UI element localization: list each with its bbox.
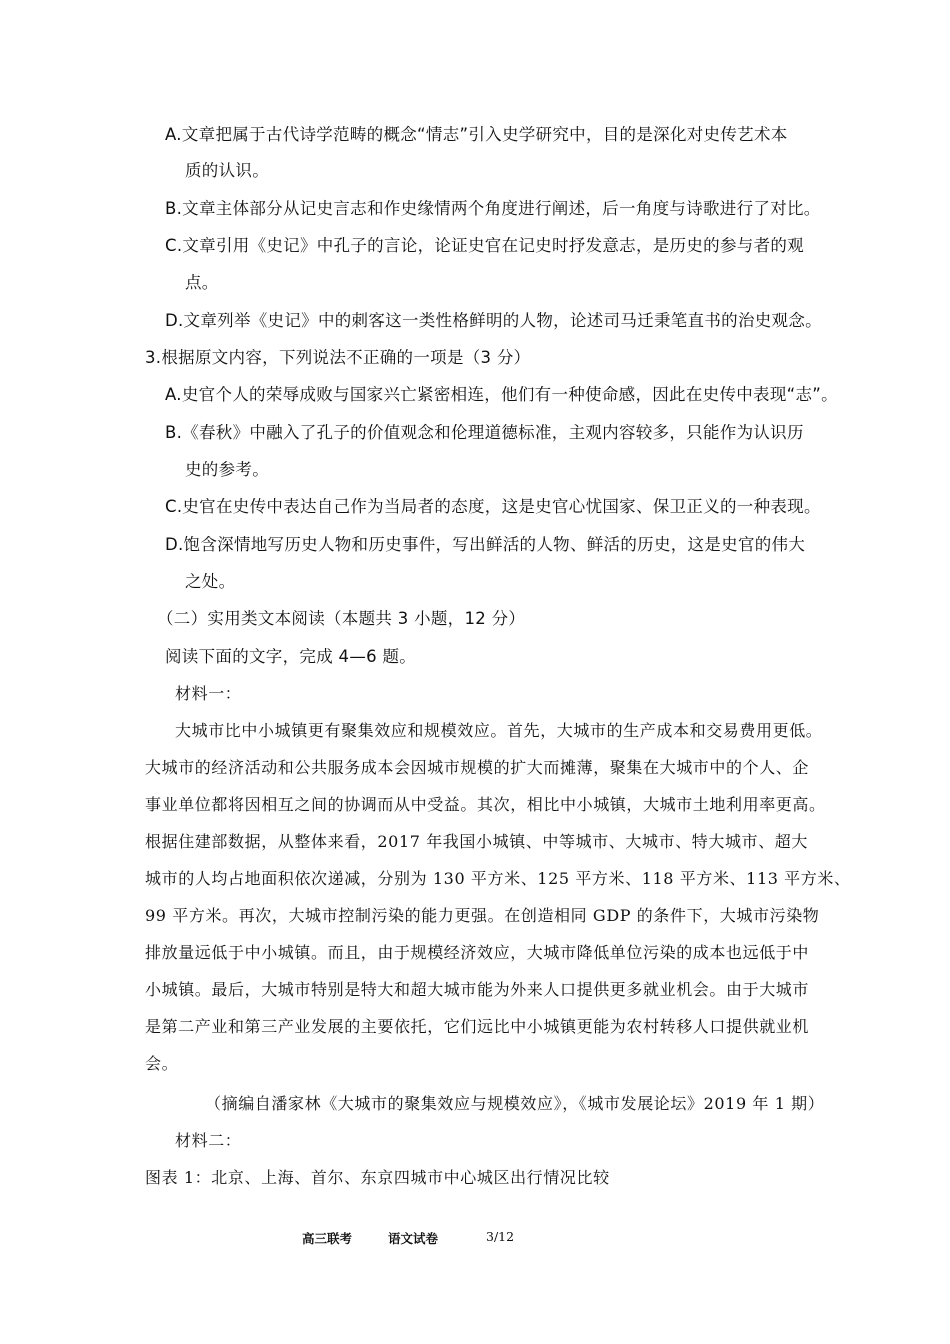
option-text: D.饱含深情地写历史人物和历史事件，写出鲜活的人物、鲜活的历史，这是史官的伟大 xyxy=(165,535,806,554)
option-text: 之处。 xyxy=(185,572,236,591)
paragraph-line: 会。 xyxy=(145,1054,179,1073)
option-text: B.《春秋》中融入了孔子的价值观念和伦理道德标准，主观内容较多，只能作为认识历 xyxy=(165,423,804,442)
option-text: 史的参考。 xyxy=(185,460,269,479)
paragraph-line: 排放量远低于中小城镇。而且，由于规模经济效应，大城市降低单位污染的成本也远低于中 xyxy=(145,943,810,962)
option-text: C.文章引用《史记》中孔子的言论，论证史官在记史时抒发意志，是历史的参与者的观 xyxy=(165,236,804,255)
chart-caption: 图表 1：北京、上海、首尔、东京四城市中心城区出行情况比较 xyxy=(145,1168,610,1187)
footer-exam-name: 高三联考 xyxy=(302,1231,353,1246)
option-text: A.史官个人的荣辱成败与国家兴亡紧密相连，他们有一种使命感，因此在史传中表现“志”。 xyxy=(165,385,838,404)
question-stem: 3.根据原文内容，下列说法不正确的一项是（3 分） xyxy=(145,348,531,367)
paragraph-line: 根据住建部数据，从整体来看，2017 年我国小城镇、中等城市、大城市、特大城市、超大 xyxy=(145,832,809,851)
source-citation: （摘编自潘家林《大城市的聚集效应与规模效应》，《城市发展论坛》2019 年 1 期） xyxy=(205,1094,825,1113)
paragraph-line: 99 平方米。再次，大城市控制污染的能力更强。在创造相同 GDP 的条件下，大城市污染物 xyxy=(145,906,820,925)
option-text: 点。 xyxy=(185,273,219,292)
paragraph-line: 小城镇。最后，大城市特别是特大和超大城市能为外来人口提供更多就业机会。由于大城市 xyxy=(145,980,810,999)
footer-subject: 语文试卷 xyxy=(388,1231,439,1246)
paragraph-line: 事业单位都将因相互之间的协调而从中受益。其次，相比中小城镇，大城市土地利用率更高。 xyxy=(145,795,826,814)
paragraph-line: 大城市比中小城镇更有聚集效应和规模效应。首先，大城市的生产成本和交易费用更低。 xyxy=(175,721,823,740)
option-text: A.文章把属于古代诗学范畴的概念“情志”引入史学研究中，目的是深化对史传艺术本 xyxy=(165,125,788,144)
material-label: 材料二： xyxy=(175,1131,242,1150)
option-text: B.文章主体部分从记史言志和作史缘情两个角度进行阐述，后一角度与诗歌进行了对比。 xyxy=(165,199,821,218)
option-text: D.文章列举《史记》中的刺客这一类性格鲜明的人物，论述司马迁秉笔直书的治史观念。 xyxy=(165,311,822,330)
section-heading: （二）实用类文本阅读（本题共 3 小题，12 分） xyxy=(157,609,526,628)
paragraph-line: 城市的人均占地面积依次递减，分别为 130 平方米、125 平方米、118 平方米、113 平方米、 xyxy=(145,869,851,888)
paragraph-line: 是第二产业和第三产业发展的主要依托，它们远比中小城镇更能为农村转移人口提供就业机 xyxy=(145,1017,810,1036)
paragraph-line: 大城市的经济活动和公共服务成本会因城市规模的扩大而摊薄，聚集在大城市中的个人、企 xyxy=(145,758,810,777)
option-text: C.史官在史传中表达自己作为当局者的态度，这是史官心忧国家、保卫正义的一种表现。 xyxy=(165,497,821,516)
instruction-text: 阅读下面的文字，完成 4—6 题。 xyxy=(165,647,417,666)
material-label: 材料一： xyxy=(175,684,242,703)
option-text: 质的认识。 xyxy=(185,161,269,180)
page-number: 3/12 xyxy=(486,1229,515,1244)
